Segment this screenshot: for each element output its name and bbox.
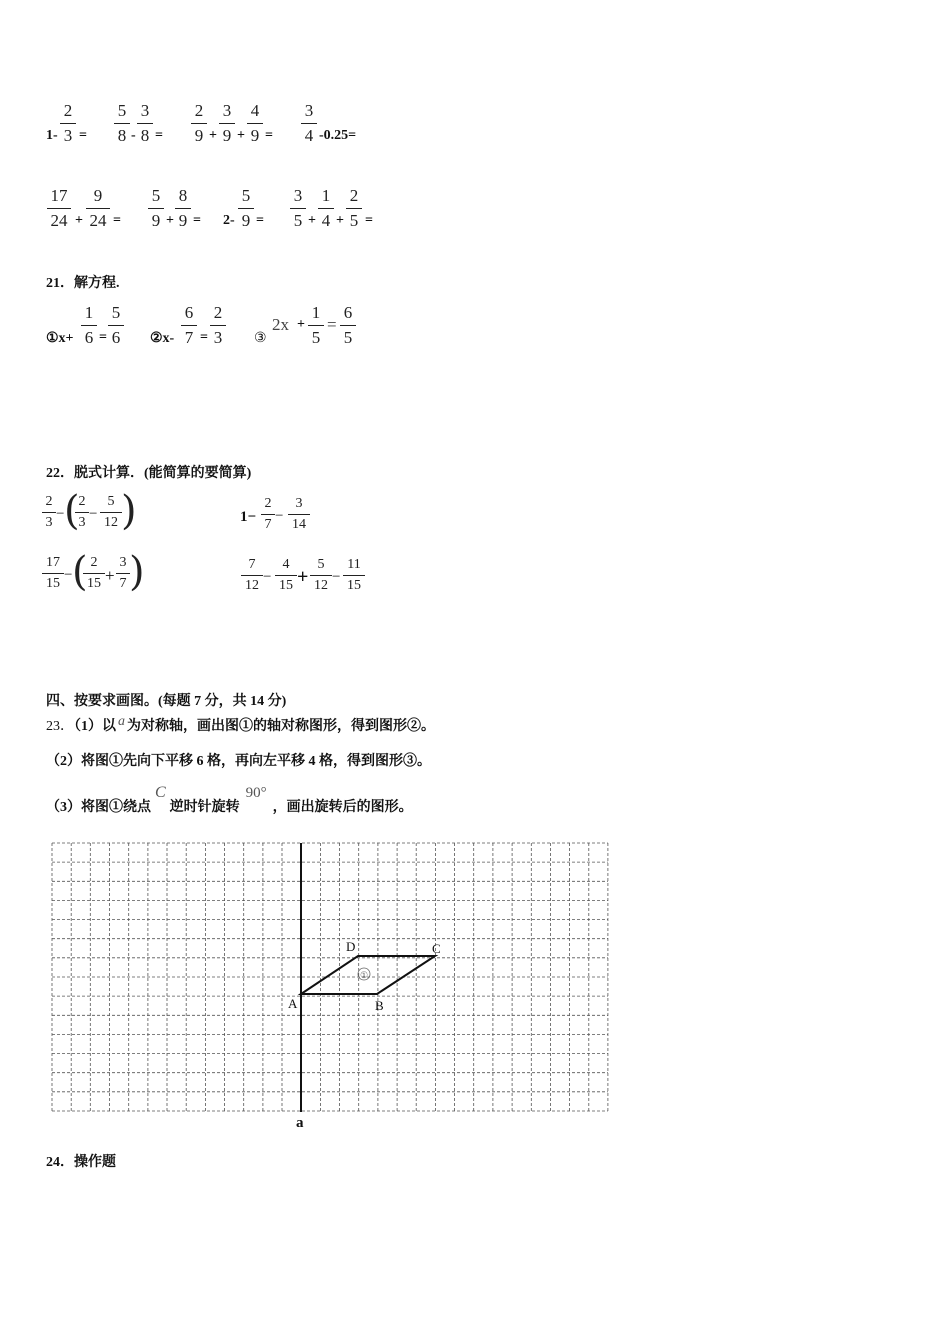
q23-line-2: （2）将图①先向下平移 6 格，再向左平移 4 格，得到图形③。 bbox=[46, 754, 431, 769]
eq2-prefix: ②x- bbox=[150, 331, 175, 346]
fraction: 6 5 bbox=[340, 303, 356, 348]
fraction: 4 9 bbox=[247, 101, 263, 146]
q23-part3-angle: 90° bbox=[245, 785, 267, 801]
section-4-title: 四、按要求画图。(每题 7 分，共 14 分) bbox=[46, 694, 287, 709]
fraction: 7 12 bbox=[241, 557, 263, 594]
fraction: 5 12 bbox=[100, 494, 122, 531]
operator: − bbox=[89, 506, 98, 522]
operator: + bbox=[308, 213, 316, 228]
fraction: 2 3 bbox=[210, 303, 226, 348]
operator: + bbox=[209, 128, 217, 143]
fraction: 11 15 bbox=[343, 557, 365, 594]
fraction: 2 7 bbox=[261, 496, 275, 533]
q23-number: 23． bbox=[46, 719, 74, 734]
q23-part1-b: 为对称轴，画出图①的轴对称图形，得到图形②。 bbox=[127, 719, 435, 734]
operator: − bbox=[56, 506, 65, 522]
operator: + bbox=[297, 566, 309, 588]
q23-part3-b: 逆时针旋转 bbox=[169, 800, 240, 815]
fraction: 2 15 bbox=[83, 555, 105, 592]
fraction: 1 6 bbox=[81, 303, 97, 348]
operator: − bbox=[332, 569, 341, 585]
figure-label: ① bbox=[359, 970, 369, 980]
operator: + bbox=[336, 213, 344, 228]
eq1-prefix: ①x+ bbox=[46, 331, 74, 346]
fraction: 2 5 bbox=[346, 186, 362, 231]
point-label-a: A bbox=[288, 996, 298, 1011]
parallelogram-figure-1 bbox=[301, 956, 435, 994]
q23-part3-point-var: C bbox=[155, 784, 166, 801]
fraction: 5 9 bbox=[148, 186, 164, 231]
equals: = bbox=[256, 213, 264, 228]
operator: + bbox=[105, 566, 115, 585]
fraction: 17 24 bbox=[47, 186, 71, 231]
eq3-prefix: ③ bbox=[254, 331, 267, 346]
q24-title: 24．操作题 bbox=[46, 1155, 116, 1170]
operator: − bbox=[64, 567, 73, 583]
grid-lines bbox=[52, 843, 608, 1111]
equals: = bbox=[200, 330, 208, 345]
fraction: 2 3 bbox=[60, 101, 76, 146]
point-label-c: C bbox=[432, 941, 441, 956]
fraction: 1 5 bbox=[308, 303, 324, 348]
fraction: 5 8 bbox=[114, 101, 130, 146]
operator: − bbox=[275, 508, 284, 524]
fraction: 5 12 bbox=[310, 557, 332, 594]
q23-part3-c: ，画出旋转后的图形。 bbox=[272, 800, 413, 815]
equals: = bbox=[365, 213, 373, 228]
fraction: 17 15 bbox=[42, 555, 64, 592]
equals: = bbox=[113, 213, 121, 228]
q23-line-3 bbox=[46, 784, 413, 816]
equals: = bbox=[193, 213, 201, 228]
equals: = bbox=[99, 330, 107, 345]
fraction: 3 4 bbox=[301, 101, 317, 146]
fraction: 2 9 bbox=[191, 101, 207, 146]
fraction: 4 15 bbox=[275, 557, 297, 594]
fraction: 3 14 bbox=[288, 496, 310, 533]
q23-part1-a: （1）以 bbox=[74, 719, 116, 734]
figure-label-circle bbox=[358, 968, 370, 980]
fraction: 1 4 bbox=[318, 186, 334, 231]
expr-1-prefix: 1- bbox=[46, 128, 58, 143]
eq3-variable: 2x bbox=[272, 315, 289, 334]
operator: + bbox=[166, 213, 174, 228]
fraction: 3 7 bbox=[116, 555, 130, 592]
expr-prefix: 2- bbox=[223, 213, 235, 228]
equals: = bbox=[155, 128, 163, 143]
fraction: 3 5 bbox=[290, 186, 306, 231]
q23-line-1 bbox=[46, 715, 435, 735]
fraction: 5 6 bbox=[108, 303, 124, 348]
q23-part1-axis-var: a bbox=[118, 714, 125, 729]
fraction: 6 7 bbox=[181, 303, 197, 348]
operator: + bbox=[237, 128, 245, 143]
point-label-b: B bbox=[375, 998, 384, 1013]
fraction: 8 9 bbox=[175, 186, 191, 231]
operator: - bbox=[131, 128, 136, 143]
fraction: 3 9 bbox=[219, 101, 235, 146]
point-label-d: D bbox=[346, 939, 356, 954]
equals: = bbox=[327, 315, 337, 334]
expr-4-suffix: -0.25= bbox=[319, 128, 357, 143]
fraction: 3 8 bbox=[137, 101, 153, 146]
axis-label-a: a bbox=[296, 1115, 304, 1131]
operator: − bbox=[263, 569, 272, 585]
operator: + bbox=[297, 317, 305, 332]
fraction: 5 9 bbox=[238, 186, 254, 231]
fraction: 2 3 bbox=[75, 494, 89, 531]
equals: = bbox=[79, 128, 87, 143]
q21-title: 21．解方程. bbox=[46, 276, 120, 291]
q23-part3-a: （3）将图①绕点 bbox=[46, 800, 151, 815]
expr-prefix: 1− bbox=[240, 509, 257, 525]
q22-title: 22．脱式计算．(能简算的要简算) bbox=[46, 466, 252, 481]
fraction: 9 24 bbox=[86, 186, 110, 231]
equals: = bbox=[265, 128, 273, 143]
fraction: 2 3 bbox=[42, 494, 56, 531]
operator: + bbox=[75, 213, 83, 228]
